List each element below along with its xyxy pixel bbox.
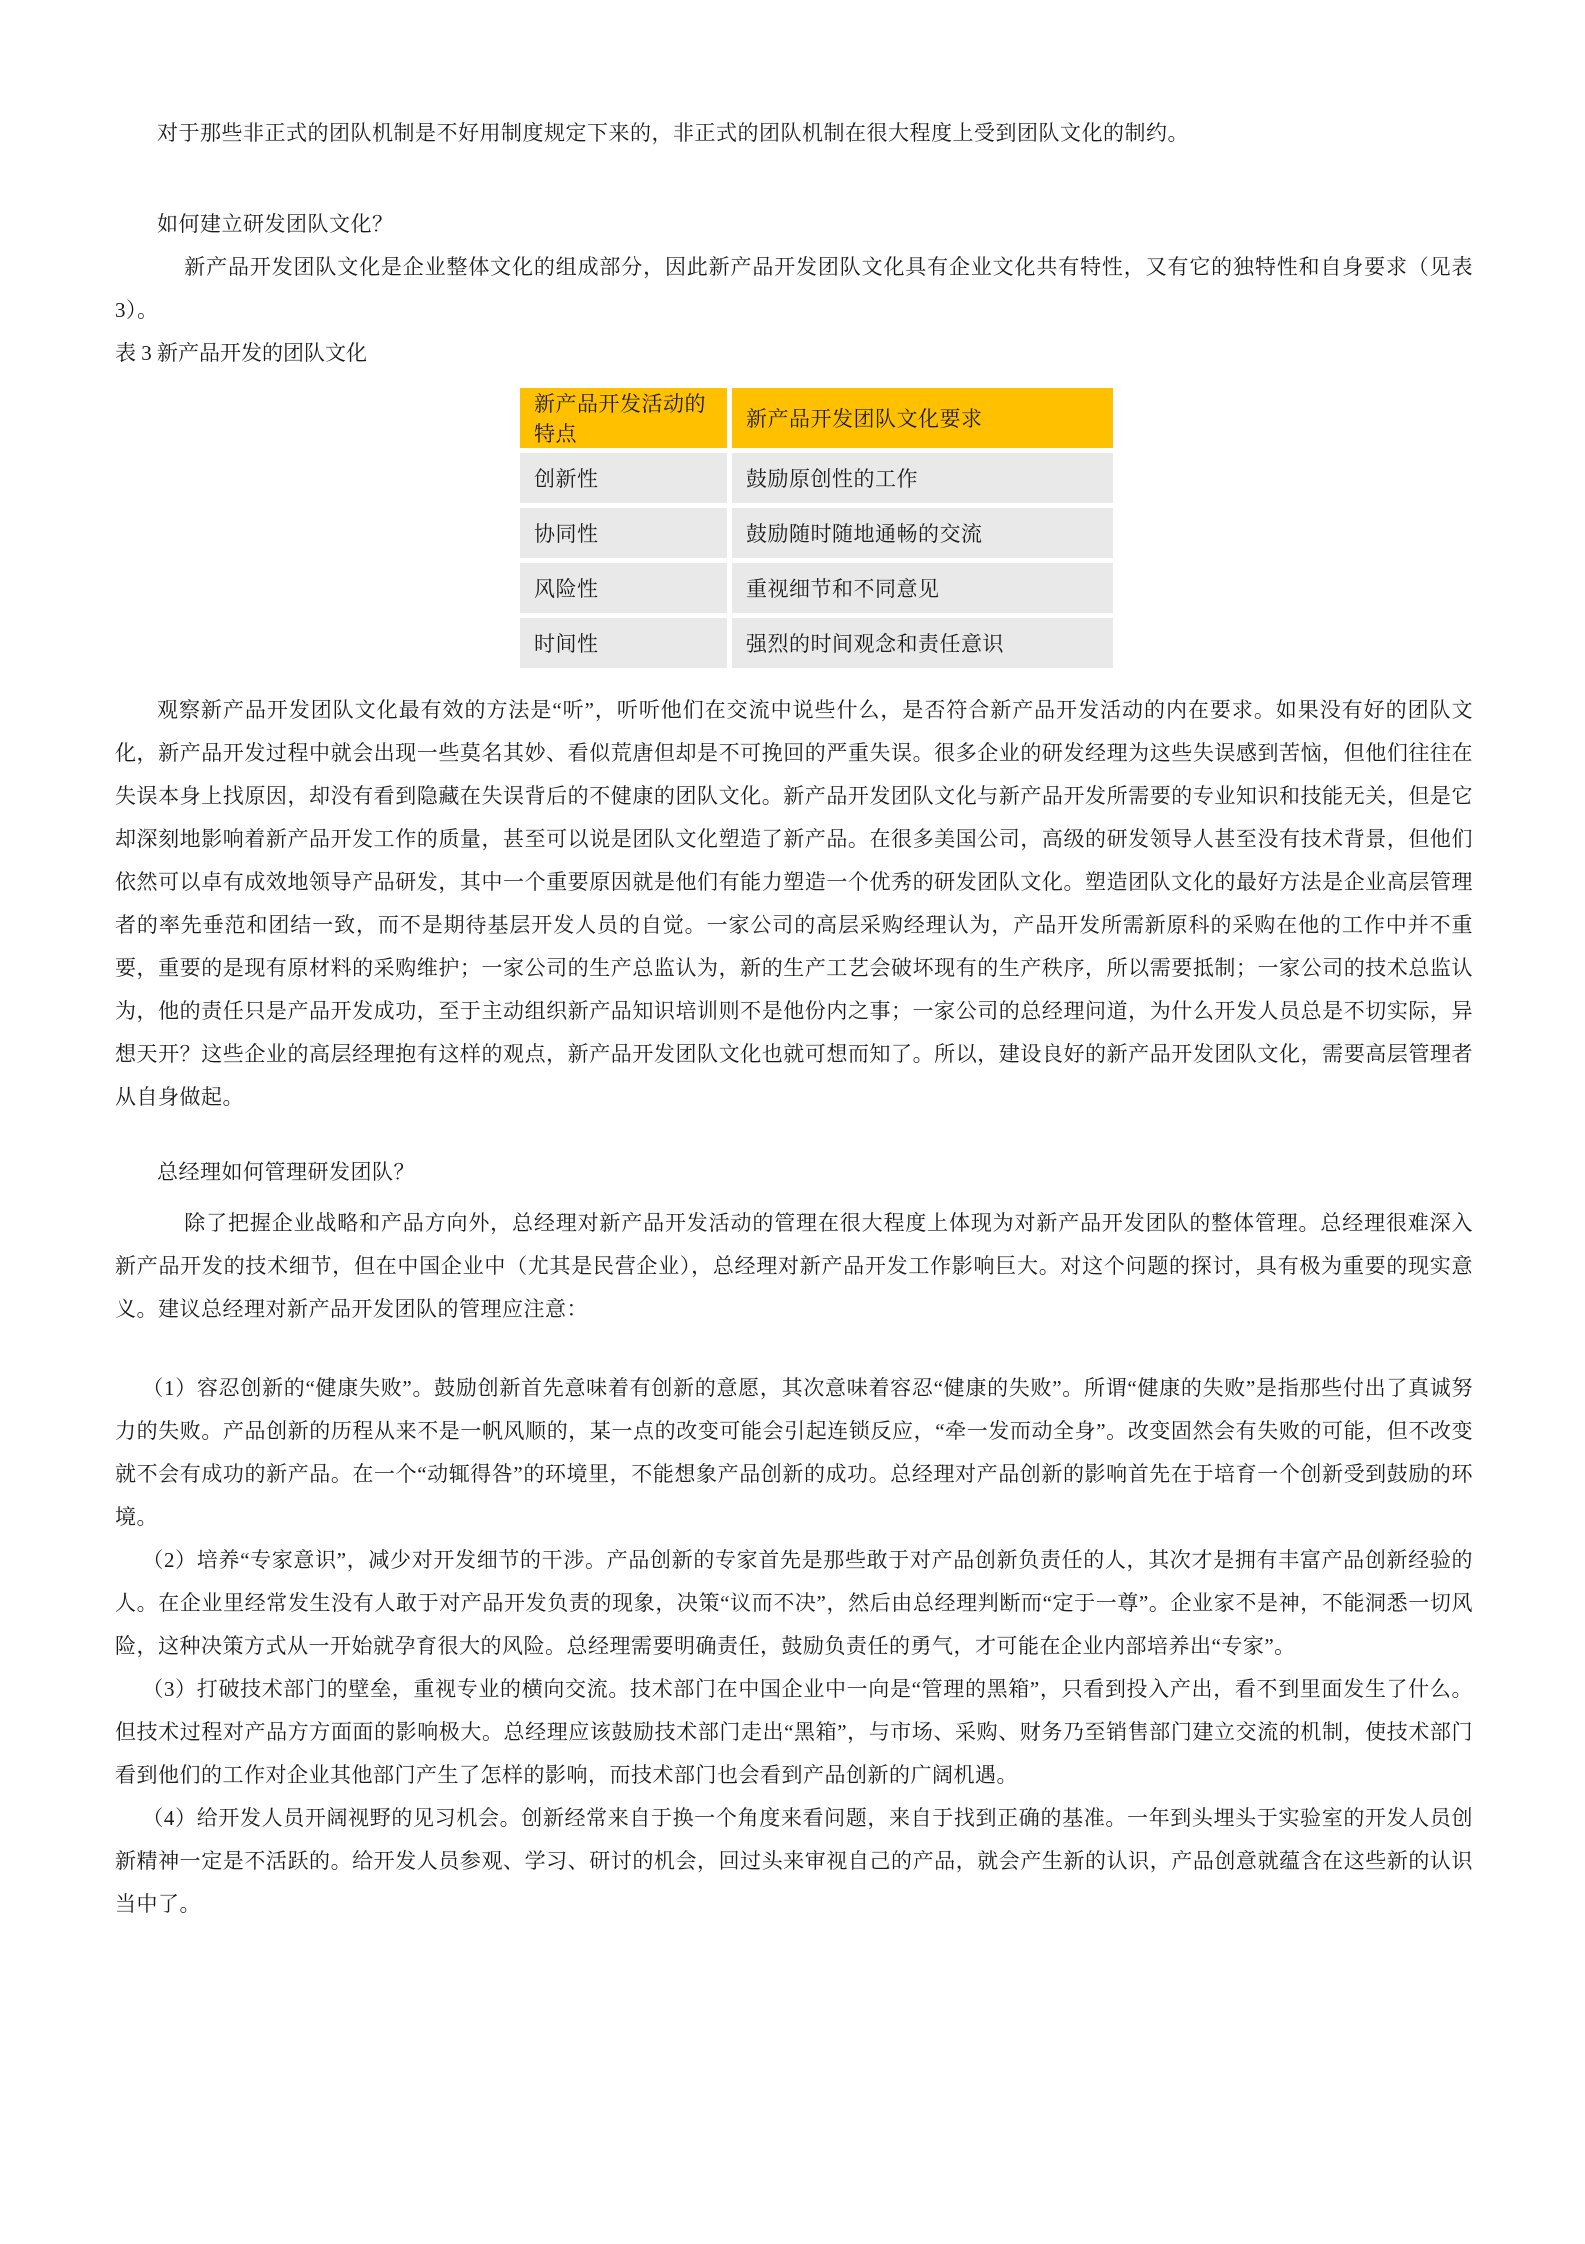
heading-build-rd-culture: 如何建立研发团队文化？	[157, 212, 394, 236]
table-cell-feature: 时间性	[520, 618, 732, 668]
table-cell-requirement: 鼓励随时随地通畅的交流	[732, 508, 1113, 558]
list-item-expert-mindset: （2）培养“专家意识”，减少对开发细节的干涉。产品创新的专家首先是那些敢于对产品创新负责任的人，其次才是拥有丰富产品创新经验的人。在企业里经常发生没有人敢于对产品开发负责的现象，决策“议而不决”，然后由总经理判断而“定于一尊”。企业家不是神，不能洞悉一切风险，这种决策方式从一开始就孕育很大的风险。总经理需要明确责任，鼓励负责任的勇气，才可能在企业内部培养出“专家”。	[115, 1548, 1473, 1658]
table-row	[520, 618, 1113, 668]
table-cell-requirement: 重视细节和不同意见	[732, 563, 1113, 613]
table-cell-requirement: 强烈的时间观念和责任意识	[732, 618, 1113, 668]
table-cell-feature: 创新性	[520, 453, 732, 503]
paragraph-gm-overview: 除了把握企业战略和产品方向外，总经理对新产品开发活动的管理在很大程度上体现为对新产品开发团队的整体管理。总经理很难深入新产品开发的技术细节，但在中国企业中（尤其是民营企业），总经理对新产品开发工作影响巨大。对这个问题的探讨，具有极为重要的现实意义。建议总经理对新产品开发团队的管理应注意：	[115, 1211, 1473, 1321]
list-item-healthy-failure: （1）容忍创新的“健康失败”。鼓励创新首先意味着有创新的意愿，其次意味着容忍“健康的失败”。所谓“健康的失败”是指那些付出了真诚努力的失败。产品创新的历程从来不是一帆风顺的，某一点的改变可能会引起连锁反应，“牵一发而动全身”。改变固然会有失败的可能，但不改变就不会有成功的新产品。在一个“动辄得咎”的环境里，不能想象产品创新的成功。总经理对产品创新的影响首先在于培育一个创新受到鼓励的环境。	[115, 1376, 1473, 1529]
table-header-feature: 新产品开发活动的特点	[520, 388, 732, 448]
list-item-break-barriers: （3）打破技术部门的壁垒，重视专业的横向交流。技术部门在中国企业中一向是“管理的黑箱”，只看到投入产出，看不到里面发生了什么。但技术过程对产品方方面面的影响极大。总经理应该鼓励技术部门走出“黑箱”，与市场、采购、财务乃至销售部门建立交流的机制，使技术部门看到他们的工作对企业其他部门产生了怎样的影响，而技术部门也会看到产品创新的广阔机遇。	[115, 1677, 1473, 1787]
paragraph-observe-culture: 观察新产品开发团队文化最有效的方法是“听”，听听他们在交流中说些什么，是否符合新产品开发活动的内在要求。如果没有好的团队文化，新产品开发过程中就会出现一些莫名其妙、看似荒唐但却是不可挽回的严重失误。很多企业的研发经理为这些失误感到苦恼，但他们往往在失误本身上找原因，却没有看到隐藏在失误背后的不健康的团队文化。新产品开发团队文化与新产品开发所需要的专业知识和技能无关，但是它却深刻地影响着新产品开发工作的质量，甚至可以说是团队文化塑造了新产品。在很多美国公司，高级的研发领导人甚至没有技术背景，但他们依然可以卓有成效地领导产品研发，其中一个重要原因就是他们有能力塑造一个优秀的研发团队文化。塑造团队文化的最好方法是企业高层管理者的率先垂范和团结一致，而不是期待基层开发人员的自觉。一家公司的高层采购经理认为，产品开发所需新原科的采购在他的工作中并不重要，重要的是现有原材料的采购维护；一家公司的生产总监认为，新的生产工艺会破坏现有的生产秩序，所以需要抵制；一家公司的技术总监认为，他的责任只是产品开发成功，至于主动组织新产品知识培训则不是他份内之事；一家公司的总经理问道，为什么开发人员总是不切实际，异想天开？这些企业的高层经理抱有这样的观点，新产品开发团队文化也就可想而知了。所以，建设良好的新产品开发团队文化，需要高层管理者从自身做起。	[115, 698, 1473, 1109]
table-row	[520, 563, 1113, 613]
table-caption: 表 3 新产品开发的团队文化	[115, 341, 367, 365]
paragraph-culture-overview: 新产品开发团队文化是企业整体文化的组成部分，因此新产品开发团队文化具有企业文化共有特性，又有它的独特性和自身要求（见表 3）。	[115, 255, 1473, 322]
team-culture-table	[520, 383, 1113, 673]
table-header-requirement: 新产品开发团队文化要求	[732, 388, 1113, 448]
list-item-broaden-horizons: （4）给开发人员开阔视野的见习机会。创新经常来自于换一个角度来看问题，来自于找到正确的基准。一年到头埋头于实验室的开发人员创新精神一定是不活跃的。给开发人员参观、学习、研讨的机会，回过头来审视自己的产品，就会产生新的认识，产品创意就蕴含在这些新的认识当中了。	[115, 1806, 1473, 1916]
table-cell-requirement: 鼓励原创性的工作	[732, 453, 1113, 503]
table-cell-feature: 风险性	[520, 563, 732, 613]
table-header-row	[520, 388, 1113, 448]
table-row	[520, 453, 1113, 503]
paragraph-informal-mechanism: 对于那些非正式的团队机制是不好用制度规定下来的，非正式的团队机制在很大程度上受到团队文化的制约。	[157, 121, 1189, 145]
table-cell-feature: 协同性	[520, 508, 732, 558]
table-row	[520, 508, 1113, 558]
heading-gm-manage-rd: 总经理如何管理研发团队？	[157, 1160, 415, 1184]
